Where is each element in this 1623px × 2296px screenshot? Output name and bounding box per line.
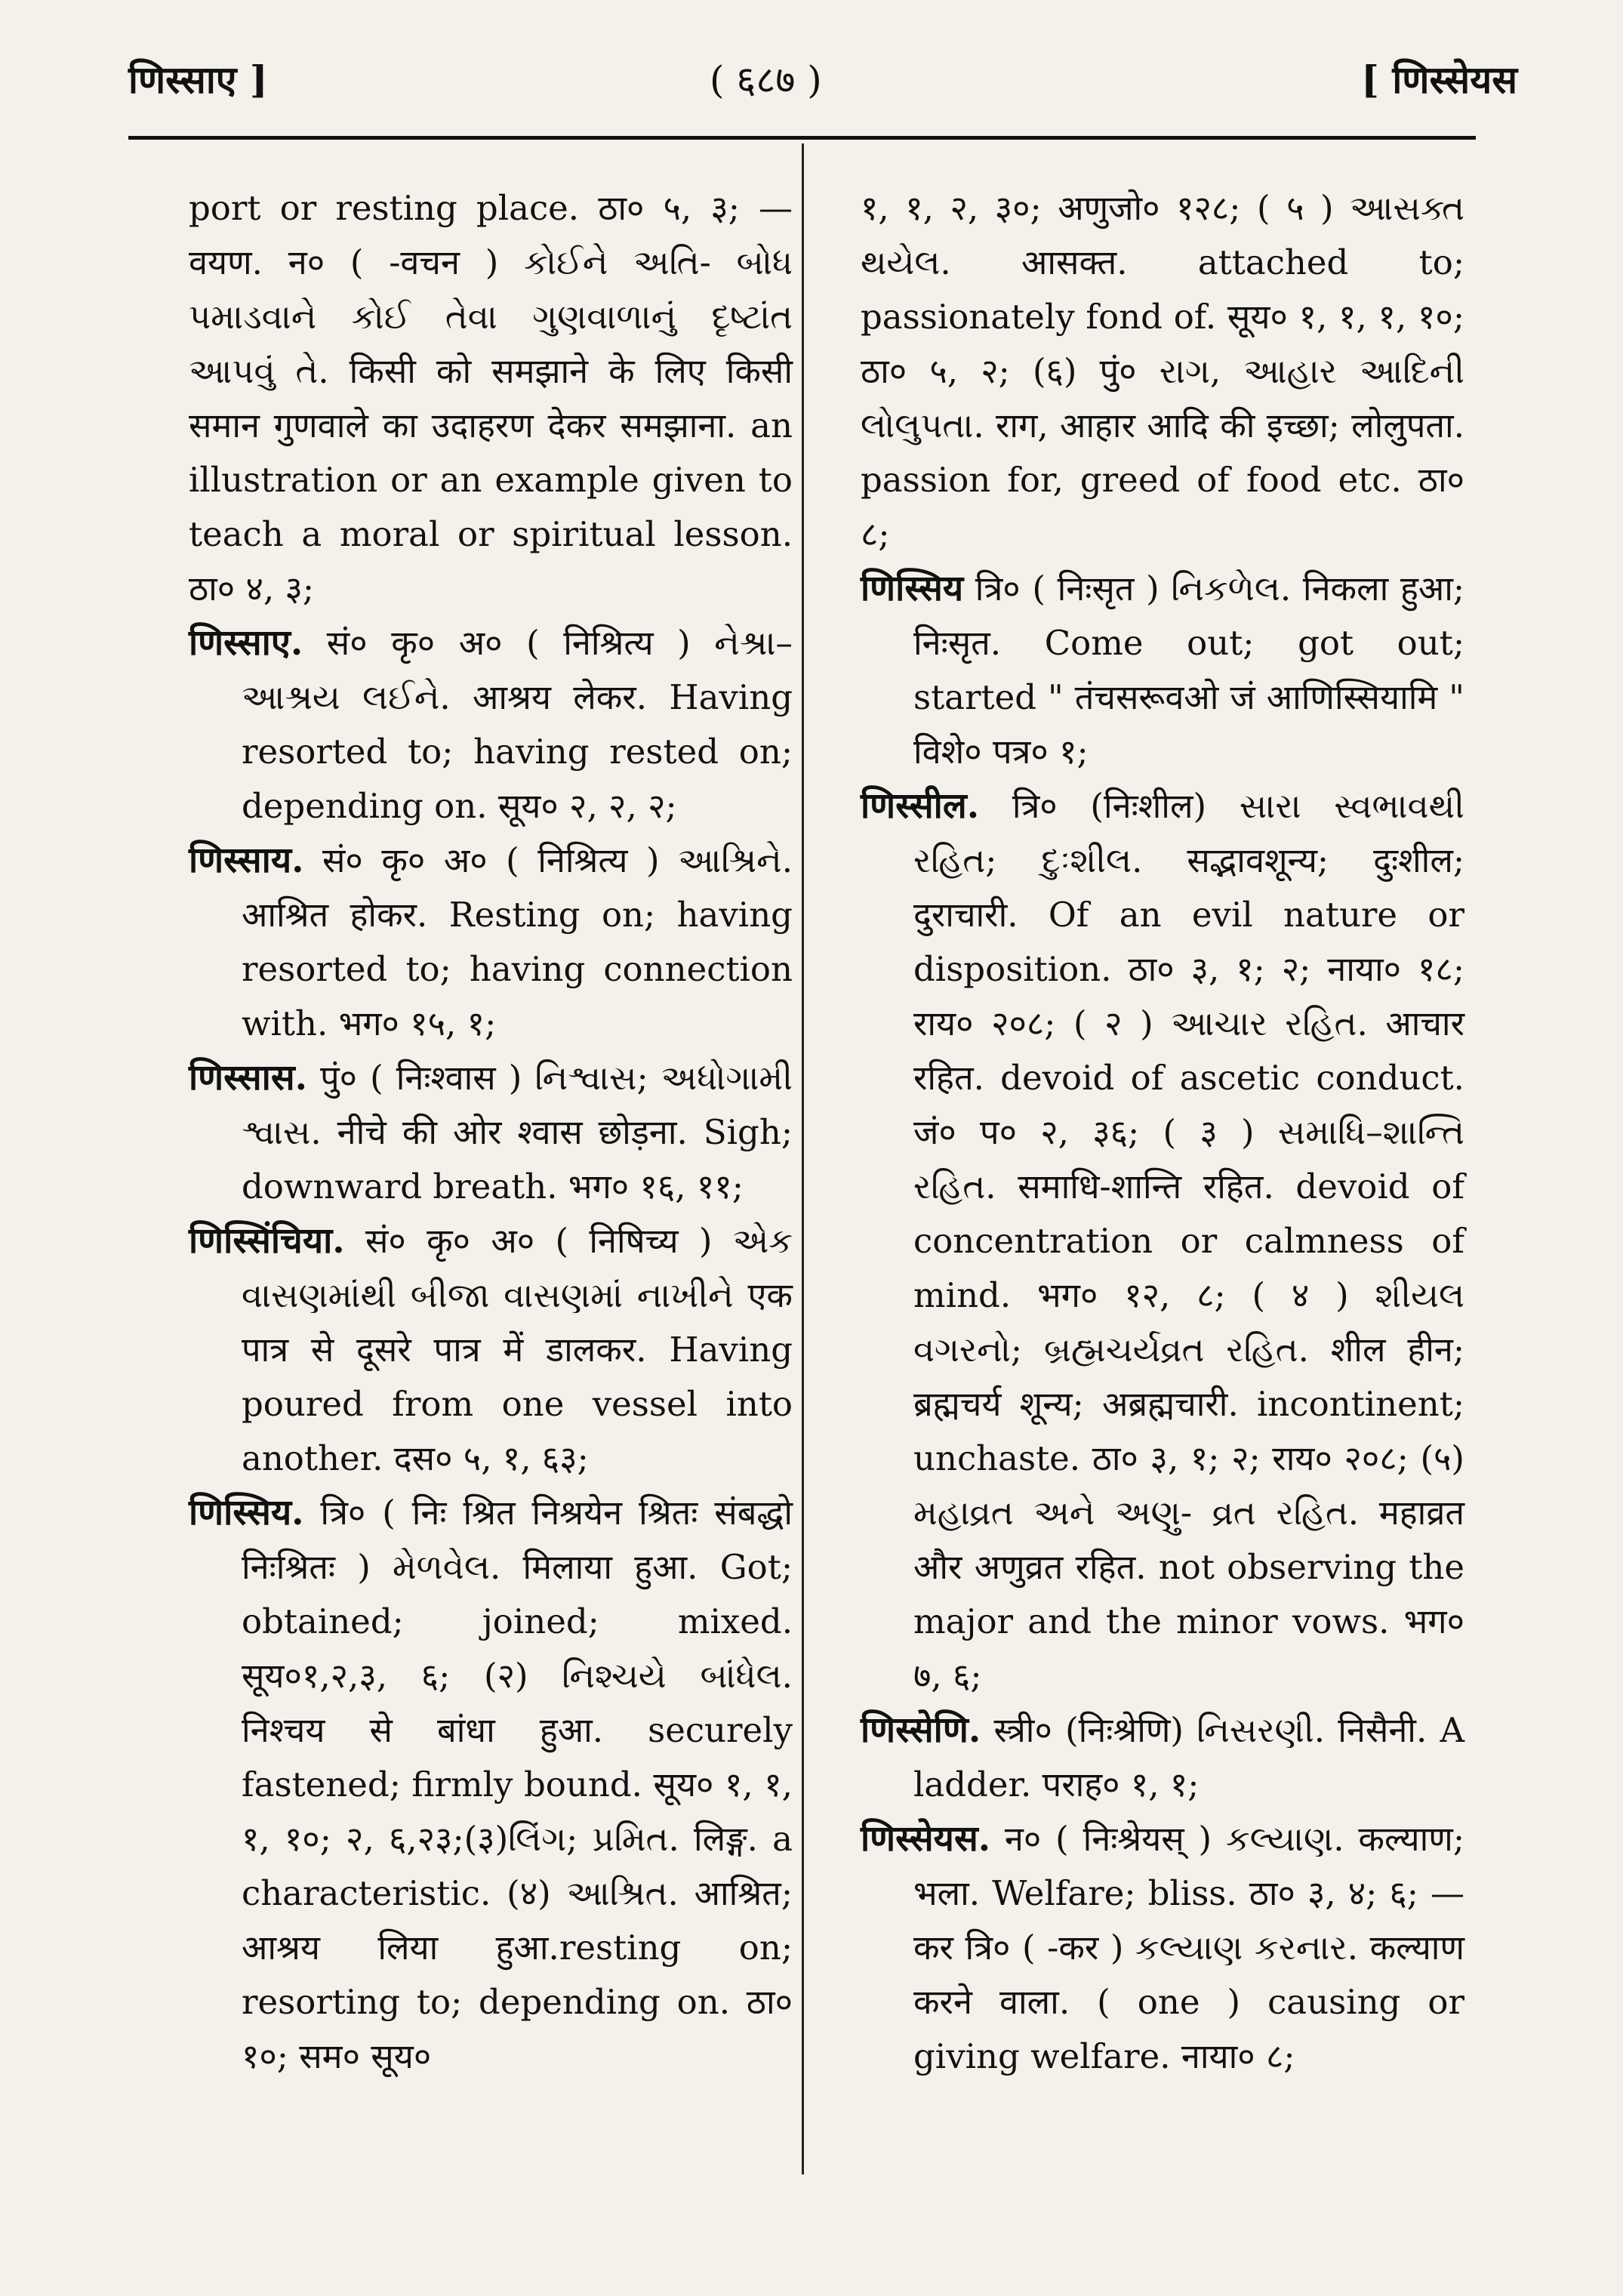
dictionary-entry — [189, 1214, 793, 1486]
dictionary-entry — [861, 562, 1464, 779]
entry-headword: णिस्सास. — [189, 1057, 307, 1099]
entry-body: सं० कृ० अ० ( निषिच्य ) એક વાસણમાંથી બીજા વાસણમાં નાખીને एक पात्र से दूसरे पात्र में डालकर. Having poured from one vessel into another. दस० ५, १, ६३; — [242, 1221, 793, 1478]
header-left-guideword: णिस्साए ] — [128, 57, 268, 102]
right-column — [861, 181, 1464, 2084]
entry-body: त्रि० (निःशील) સારા સ્વભાવથી રહિત; દુઃશીલ. सद्भावशून्य; दुःशील; दुराचारी. Of an evil nature or disposition. ठा० ३, १; २; नाया० १८; राय० २०८; ( २ ) આચાર રહિત. आचार रहित. devoid of ascetic conduct. जं० प० २, ३६; ( ३ ) સમાધિ–શાન્તિ રહિત. समाधि-शान्ति रहित. devoid of concentration or calmness of mind. भग० १२, ८; ( ४ ) શીયલ વગરનો; બ્રહ્મચર્યવ્રત રહિત. शील हीन; ब्रह्मचर्य शून्य; अब्रह्मचारी. incontinent; unchaste. ठा० ३, १; २; राय० २०८; (५) મહાવ્રત અને અણુ- વ્રત રહિત. महाव्रत और अणुव्रत रहित. not observing the major and the minor vows. भग० ७, ६; — [913, 786, 1464, 1696]
entry-headword: णिस्सेणि. — [861, 1709, 981, 1751]
dictionary-entry — [189, 181, 793, 616]
entry-body: सं० कृ० अ० ( निश्रित्य ) આશ્રિને. आश्रित होकर. Resting on; having resorted to; having connection with. भग० १५, १; — [242, 840, 793, 1043]
entry-headword: णिस्सिय — [861, 568, 964, 609]
dictionary-entry — [189, 1051, 793, 1214]
entry-headword: णिस्साय. — [189, 840, 304, 881]
dictionary-entry — [861, 779, 1464, 1703]
dictionary-entry — [861, 181, 1464, 562]
entry-headword: णिस्सेयस. — [861, 1818, 991, 1860]
entry-body: सं० कृ० अ० ( निश्रित्य ) નેશ્રા– આશ્રય લઈને. आश्रय लेकर. Having resorted to; having rested on; depending on. सूय० २, २, २; — [242, 623, 793, 826]
entry-headword: णिस्साए. — [189, 622, 303, 664]
dictionary-entry — [861, 1812, 1464, 2084]
dictionary-entry — [189, 616, 793, 834]
column-divider — [802, 143, 804, 2174]
entry-headword: णिस्सिंचिया. — [189, 1220, 345, 1262]
dictionary-entry — [861, 1703, 1464, 1812]
header-right-guideword: [ णिस्सेयस — [1361, 57, 1517, 102]
entry-body: न० ( निःश्रेयस् ) કલ્યાણ. कल्याण; भला. Welfare; bliss. ठा० ३, ४; ६; —कर त्रि० ( -कर ) કલ્યાણ કરનાર. कल्याण करने वाला. ( one ) causing or giving welfare. नाया० ८; — [913, 1819, 1464, 2076]
page-header — [128, 53, 1517, 113]
entry-body: port or resting place. ठा० ५, ३; —वयण. न० ( -वचन ) કોઈને અતિ- બોધ પમાડવાને કોઈ તેવા ગુણવાળાનું દૃષ્ટાંત આપવું તે. किसी को समझाने के लिए किसी समान गुणवाले का उदाहरण देकर समझाना. an illustration or an example given to teach a moral or spiritual lesson. ठा० ४, ३; — [189, 188, 793, 609]
entry-headword: णिस्सील. — [861, 785, 980, 827]
dictionary-entry — [189, 1486, 793, 2084]
entry-body: त्रि० ( निःसृत ) નિકળેલ. निकला हुआ; निःसृत. Come out; got out; started " तंचसरूवओ जं आणिस्सियामि " विशे० पत्र० १; — [913, 569, 1464, 772]
left-column — [189, 181, 793, 2084]
entry-body: त्रि० ( निः श्रित निश्रयेन श्रितः संबद्धो निःश्रितः ) મેળવેલ. मिलाया हुआ. Got; obtained; joined; mixed. सूय०१,२,३, ६; (२) નિશ્ચયે બાંધેલ. निश्चय से बांधा हुआ. securely fastened; firmly bound. सूय० १, १, १, १०; २, ६,२३;(३)લિંગ; પ્રમિત. लिङ्ग. a characteristic. (४) આશ્રિત. आश्रित; आश्रय लिया हुआ.resting on; resorting to; depending on. ठा० १०; सम० सूय० — [242, 1493, 793, 2076]
header-rule — [128, 136, 1476, 140]
entry-headword: णिस्सिय. — [189, 1492, 304, 1533]
entry-body: स्त्री० (निःश्रेणि) નિસરણી. निसैनी. A ladder. पराह० १, १; — [913, 1710, 1464, 1804]
entry-body: पुं० ( निःश्वास ) નિશ્વાસ; અધોગામી શ્વાસ. नीचे की ओर श्वास छोड़ना. Sigh; downward breath. भग० १६, ११; — [242, 1058, 793, 1207]
entry-body: १, १, २, ३०; अणुजो० १२८; ( ५ ) આસક્ત થયેલ. आसक्त. attached to; passionately fond of. सूय० १, १, १, १०; ठा० ५, २; (६) पुं० રાગ, આહાર આદિની લોલુપતા. राग, आहार आदि की इच्छा; लोलुपता. passion for, greed of food etc. ठा० ८; — [861, 188, 1464, 554]
page-number: ( ६८७ ) — [710, 58, 822, 102]
dictionary-entry — [189, 834, 793, 1051]
